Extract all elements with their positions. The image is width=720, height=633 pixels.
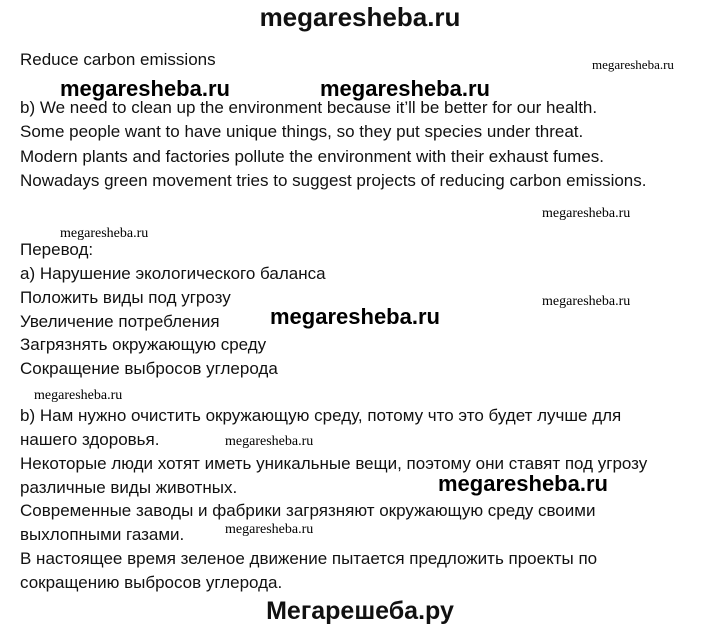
translation-a-line-2: Положить виды под угрозу bbox=[20, 288, 231, 307]
translation-a-line-4: Загрязнять окружающую среду bbox=[20, 335, 267, 354]
watermark-large: megaresheba.ru bbox=[320, 76, 490, 101]
watermark-small: megaresheba.ru bbox=[592, 57, 674, 72]
english-b-line-1: b) We need to clean up the environment because it’ll be better for our health. bbox=[20, 98, 598, 117]
english-b-line-4: Nowadays green movement tries to suggest projects of reducing carbon emissions. bbox=[20, 171, 647, 190]
translation-a-line-3: Увеличение потребления bbox=[20, 312, 220, 331]
watermark-small: megaresheba.ru bbox=[225, 522, 314, 537]
translation-a-line-5: Сокращение выбросов углерода bbox=[20, 359, 278, 378]
translation-a-line-1: a) Нарушение экологического баланса bbox=[20, 264, 326, 283]
english-b-line-2: Some people want to have unique things, so they put species under threat. bbox=[20, 122, 584, 141]
page-header-title: megaresheba.ru bbox=[259, 2, 461, 32]
watermark-large: megaresheba.ru bbox=[438, 471, 608, 496]
watermark-small: megaresheba.ru bbox=[542, 206, 631, 221]
translation-b-line-6: выхлопными газами. bbox=[20, 525, 185, 544]
translation-b-line-2: нашего здоровья. bbox=[20, 430, 160, 449]
watermark-small: megaresheba.ru bbox=[34, 388, 123, 403]
translation-b-line-5: Современные заводы и фабрики загрязняют окружающую среду своими bbox=[20, 501, 596, 520]
page-footer-title: Мегарешеба.ру bbox=[266, 597, 454, 625]
translation-heading: Перевод: bbox=[20, 240, 94, 259]
translation-b-line-8: сокращению выбросов углерода. bbox=[20, 573, 283, 592]
translation-b-line-4: различные виды животных. bbox=[20, 478, 238, 497]
translation-b-line-7: В настоящее время зеленое движение пытается предложить проекты по bbox=[20, 549, 598, 568]
english-b-line-3: Modern plants and factories pollute the environment with their exhaust fumes. bbox=[20, 147, 604, 166]
watermark-large: megaresheba.ru bbox=[60, 76, 230, 101]
english-line-reduce: Reduce carbon emissions bbox=[20, 50, 216, 69]
translation-b-line-3: Некоторые люди хотят иметь уникальные вещи, поэтому они ставят под угрозу bbox=[20, 454, 648, 473]
watermark-small: megaresheba.ru bbox=[60, 226, 149, 241]
watermark-large: megaresheba.ru bbox=[270, 304, 440, 329]
watermark-small: megaresheba.ru bbox=[225, 434, 314, 449]
watermark-small: megaresheba.ru bbox=[542, 294, 631, 309]
translation-b-line-1: b) Нам нужно очистить окружающую среду, потому что это будет лучше для bbox=[20, 406, 622, 425]
